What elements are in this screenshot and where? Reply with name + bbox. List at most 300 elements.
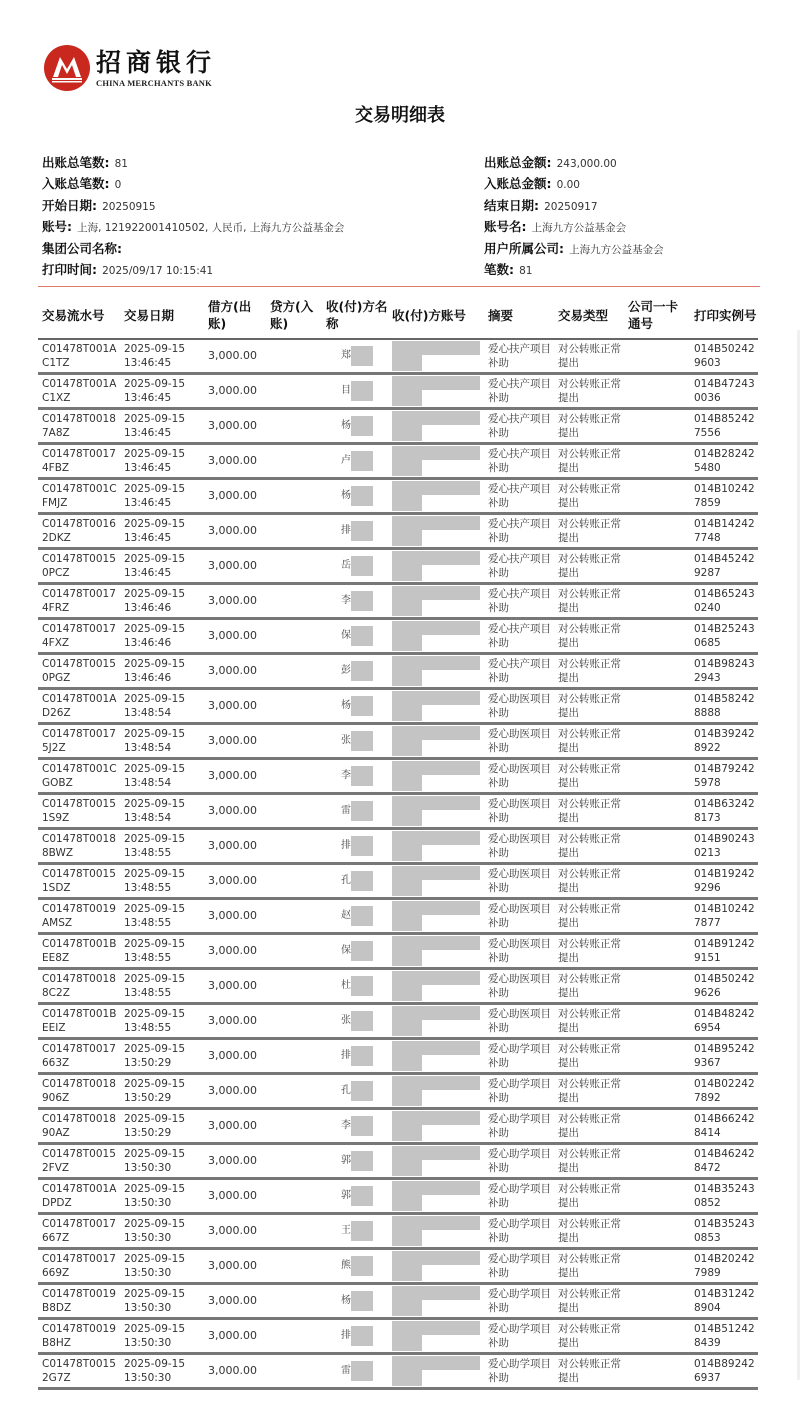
transaction-table: [38, 294, 758, 1390]
serial-no: C01478T0019AMSZ: [38, 899, 120, 934]
payee-name-first-char: 李: [341, 595, 351, 606]
payee-name-first-char: 杨: [341, 1295, 351, 1306]
payee-name-first-char: 杨: [341, 420, 351, 431]
serial-no: C01478T001BEE8Z: [38, 934, 120, 969]
trade-date: 2025-09-15 13:48:55: [120, 934, 204, 969]
payee-name-first-char: 赵: [341, 910, 351, 921]
payee-name-first-char: 雷: [341, 1365, 351, 1376]
table-row: [38, 1319, 758, 1354]
payee-account: [388, 1214, 484, 1249]
payee-name-first-char: 李: [341, 770, 351, 781]
trade-type: 对公转账正常提出: [554, 934, 624, 969]
credit-amount: [266, 1004, 322, 1039]
debit-amount: 3,000.00: [204, 374, 266, 409]
print-instance-no: 014B282425480: [690, 444, 758, 479]
summary: 爱心助医项目补助: [484, 899, 554, 934]
trade-date: 2025-09-15 13:48:55: [120, 899, 204, 934]
redacted-block: [351, 1221, 373, 1241]
payee-name: [322, 1039, 388, 1074]
trade-date: 2025-09-15 13:48:54: [120, 759, 204, 794]
redacted-block: [351, 626, 373, 646]
card-no: [624, 654, 690, 689]
debit-amount: 3,000.00: [204, 759, 266, 794]
summary-right: [484, 151, 664, 279]
summary-row: [484, 194, 664, 215]
trade-date: 2025-09-15 13:50:30: [120, 1319, 204, 1354]
payee-account: [388, 1179, 484, 1214]
payee-account: [388, 619, 484, 654]
payee-name-first-char: 排: [341, 525, 351, 536]
summary-label: 出账总笔数:: [42, 155, 110, 170]
debit-amount: 3,000.00: [204, 654, 266, 689]
payee-name: [322, 514, 388, 549]
table-row: [38, 934, 758, 969]
print-instance-no: 014B142427748: [690, 514, 758, 549]
summary-value: 243,000.00: [556, 158, 617, 170]
card-no: [624, 1039, 690, 1074]
debit-amount: 3,000.00: [204, 1214, 266, 1249]
payee-name-first-char: 王: [341, 1225, 351, 1236]
redacted-block: [351, 871, 373, 891]
card-no: [624, 1144, 690, 1179]
redacted-block: [351, 941, 373, 961]
payee-account: [388, 1284, 484, 1319]
debit-amount: 3,000.00: [204, 584, 266, 619]
credit-amount: [266, 829, 322, 864]
trade-date: 2025-09-15 13:46:46: [120, 619, 204, 654]
summary-label: 集团公司名称:: [42, 240, 122, 256]
print-instance-no: 014B482426954: [690, 1004, 758, 1039]
print-instance-no: 014B952429367: [690, 1039, 758, 1074]
summary-label: 结束日期:: [484, 197, 539, 213]
card-no: [624, 479, 690, 514]
serial-no: C01478T0017667Z: [38, 1214, 120, 1249]
print-instance-no: 014B192429296: [690, 864, 758, 899]
card-no: [624, 1004, 690, 1039]
redacted-block: [351, 836, 373, 856]
summary-value: 81: [114, 158, 128, 170]
summary: 爱心助学项目补助: [484, 1284, 554, 1319]
credit-amount: [266, 689, 322, 724]
summary: 爱心助学项目补助: [484, 1354, 554, 1389]
table-row: [38, 654, 758, 689]
payee-name-first-char: 目: [341, 385, 351, 396]
debit-amount: 3,000.00: [204, 1249, 266, 1284]
trade-date: 2025-09-15 13:46:45: [120, 549, 204, 584]
payee-name: [322, 654, 388, 689]
credit-amount: [266, 409, 322, 444]
summary-row: [42, 237, 344, 258]
card-no: [624, 619, 690, 654]
credit-amount: [266, 864, 322, 899]
print-instance-no: 014B502429603: [690, 339, 758, 374]
summary-label: 账号名:: [484, 219, 527, 235]
summary-label: 用户所属公司:: [484, 240, 564, 256]
payee-name: [322, 724, 388, 759]
card-no: [624, 444, 690, 479]
credit-amount: [266, 759, 322, 794]
summary-value: 20250915: [102, 200, 156, 213]
redacted-block: [392, 761, 480, 791]
debit-amount: 3,000.00: [204, 549, 266, 584]
credit-amount: [266, 339, 322, 374]
payee-account: [388, 829, 484, 864]
card-no: [624, 1354, 690, 1389]
summary-row: [484, 151, 664, 172]
credit-amount: [266, 1074, 322, 1109]
trade-type: 对公转账正常提出: [554, 969, 624, 1004]
cmb-logo-icon: [44, 45, 90, 91]
debit-amount: 3,000.00: [204, 339, 266, 374]
redacted-block: [351, 1116, 373, 1136]
credit-amount: [266, 1284, 322, 1319]
serial-no: C01478T00174FRZ: [38, 584, 120, 619]
serial-no: C01478T00188C2Z: [38, 969, 120, 1004]
summary: 爱心助医项目补助: [484, 724, 554, 759]
serial-no: C01478T001CGOBZ: [38, 759, 120, 794]
summary: 爱心助医项目补助: [484, 934, 554, 969]
trade-type: 对公转账正常提出: [554, 759, 624, 794]
redacted-block: [392, 1076, 480, 1106]
summary: 爱心助医项目补助: [484, 864, 554, 899]
logo-name-cn: 招商银行: [96, 47, 217, 77]
payee-account: [388, 724, 484, 759]
payee-name: [322, 934, 388, 969]
redacted-block: [392, 1111, 480, 1141]
payee-name-first-char: 熊: [341, 1260, 351, 1271]
summary-row: [42, 151, 344, 172]
serial-no: C01478T001AD26Z: [38, 689, 120, 724]
table-row: [38, 514, 758, 549]
redacted-block: [392, 1006, 480, 1036]
debit-amount: 3,000.00: [204, 1109, 266, 1144]
summary-row: [484, 215, 664, 236]
payee-name: [322, 689, 388, 724]
redacted-block: [392, 1356, 480, 1386]
payee-account: [388, 444, 484, 479]
trade-type: 对公转账正常提出: [554, 1354, 624, 1389]
print-instance-no: 014B352430853: [690, 1214, 758, 1249]
payee-name: [322, 479, 388, 514]
summary-left: [42, 151, 344, 279]
table-row: [38, 724, 758, 759]
credit-amount: [266, 654, 322, 689]
summary-value: 0.00: [556, 179, 580, 192]
redacted-block: [392, 341, 480, 371]
payee-account: [388, 899, 484, 934]
summary: 爱心助学项目补助: [484, 1249, 554, 1284]
table-row: [38, 374, 758, 409]
trade-type: 对公转账正常提出: [554, 899, 624, 934]
header-card-no: 公司一卡通号: [624, 294, 690, 339]
summary-row: [42, 215, 344, 236]
redacted-block: [351, 801, 373, 821]
debit-amount: 3,000.00: [204, 934, 266, 969]
credit-amount: [266, 549, 322, 584]
summary: 爱心助学项目补助: [484, 1179, 554, 1214]
serial-no: C01478T00174FBZ: [38, 444, 120, 479]
payee-name: [322, 1004, 388, 1039]
debit-amount: 3,000.00: [204, 619, 266, 654]
credit-amount: [266, 724, 322, 759]
payee-name: [322, 549, 388, 584]
redacted-block: [351, 591, 373, 611]
table-row: [38, 1109, 758, 1144]
trade-type: 对公转账正常提出: [554, 514, 624, 549]
card-no: [624, 934, 690, 969]
serial-no: C01478T001890AZ: [38, 1109, 120, 1144]
payee-name: [322, 1214, 388, 1249]
credit-amount: [266, 934, 322, 969]
redacted-block: [392, 936, 480, 966]
redacted-block: [392, 481, 480, 511]
trade-date: 2025-09-15 13:50:30: [120, 1284, 204, 1319]
summary-label: 出账总金额:: [484, 155, 552, 170]
card-no: [624, 794, 690, 829]
serial-no: C01478T0019B8DZ: [38, 1284, 120, 1319]
redacted-block: [392, 726, 480, 756]
payee-name: [322, 1354, 388, 1389]
card-no: [624, 1249, 690, 1284]
trade-type: 对公转账正常提出: [554, 654, 624, 689]
credit-amount: [266, 794, 322, 829]
trade-date: 2025-09-15 13:48:55: [120, 829, 204, 864]
serial-no: C01478T00152FVZ: [38, 1144, 120, 1179]
serial-no: C01478T0019B8HZ: [38, 1319, 120, 1354]
redacted-block: [351, 731, 373, 751]
debit-amount: 3,000.00: [204, 1179, 266, 1214]
serial-no: C01478T00150PCZ: [38, 549, 120, 584]
trade-date: 2025-09-15 13:48:55: [120, 969, 204, 1004]
print-instance-no: 014B902430213: [690, 829, 758, 864]
header-payee-name: 收(付)方名称: [322, 294, 388, 339]
redacted-block: [351, 346, 373, 366]
table-row: [38, 689, 758, 724]
redacted-block: [392, 551, 480, 581]
payee-account: [388, 1144, 484, 1179]
redacted-block: [351, 521, 373, 541]
credit-amount: [266, 1214, 322, 1249]
table-row: [38, 1004, 758, 1039]
serial-no: C01478T001AC1XZ: [38, 374, 120, 409]
redacted-block: [351, 661, 373, 681]
serial-no: C01478T00188BWZ: [38, 829, 120, 864]
summary: 爱心助学项目补助: [484, 1109, 554, 1144]
payee-name: [322, 794, 388, 829]
redacted-block: [351, 556, 373, 576]
payee-name-first-char: 张: [341, 735, 351, 746]
debit-amount: 3,000.00: [204, 1074, 266, 1109]
page-title: 交易明细表: [355, 105, 445, 126]
summary-label: 开始日期:: [42, 197, 97, 213]
summary: 爱心扶产项目补助: [484, 479, 554, 514]
serial-no: C01478T00174FXZ: [38, 619, 120, 654]
payee-name-first-char: 郑: [341, 350, 351, 361]
print-instance-no: 014B102427859: [690, 479, 758, 514]
trade-type: 对公转账正常提出: [554, 1249, 624, 1284]
redacted-block: [351, 451, 373, 471]
trade-date: 2025-09-15 13:46:46: [120, 654, 204, 689]
trade-date: 2025-09-15 13:46:45: [120, 444, 204, 479]
header-debit: 借方(出账): [204, 294, 266, 339]
card-no: [624, 1179, 690, 1214]
header-date: 交易日期: [120, 294, 204, 339]
trade-type: 对公转账正常提出: [554, 479, 624, 514]
trade-date: 2025-09-15 13:48:55: [120, 1004, 204, 1039]
summary: 爱心扶产项目补助: [484, 619, 554, 654]
trade-type: 对公转账正常提出: [554, 1179, 624, 1214]
debit-amount: 3,000.00: [204, 864, 266, 899]
redacted-block: [392, 411, 480, 441]
summary-value: 上海, 121922001410502, 人民币, 上海九方公益基金会: [77, 222, 345, 235]
divider: [38, 286, 760, 287]
table-row: [38, 479, 758, 514]
trade-type: 对公转账正常提出: [554, 549, 624, 584]
trade-type: 对公转账正常提出: [554, 1039, 624, 1074]
redacted-block: [351, 1326, 373, 1346]
trade-type: 对公转账正常提出: [554, 829, 624, 864]
payee-account: [388, 1249, 484, 1284]
serial-no: C01478T001ADPDZ: [38, 1179, 120, 1214]
table-row: [38, 1179, 758, 1214]
serial-no: C01478T0017669Z: [38, 1249, 120, 1284]
payee-account: [388, 514, 484, 549]
payee-account: [388, 969, 484, 1004]
credit-amount: [266, 479, 322, 514]
payee-name: [322, 1074, 388, 1109]
table-row: [38, 1354, 758, 1389]
redacted-block: [351, 1256, 373, 1276]
payee-name: [322, 759, 388, 794]
summary-value: 20250917: [544, 200, 598, 213]
payee-account: [388, 1109, 484, 1144]
payee-account: [388, 654, 484, 689]
card-no: [624, 829, 690, 864]
card-no: [624, 1214, 690, 1249]
payee-name-first-char: 杨: [341, 700, 351, 711]
card-no: [624, 759, 690, 794]
card-no: [624, 409, 690, 444]
card-no: [624, 1284, 690, 1319]
payee-name: [322, 619, 388, 654]
serial-no: C01478T001AC1TZ: [38, 339, 120, 374]
payee-name-first-char: 排: [341, 1050, 351, 1061]
debit-amount: 3,000.00: [204, 444, 266, 479]
trade-date: 2025-09-15 13:46:46: [120, 584, 204, 619]
trade-date: 2025-09-15 13:50:30: [120, 1249, 204, 1284]
table-row: [38, 409, 758, 444]
summary-value: 上海九方公益基金会: [569, 243, 664, 256]
debit-amount: 3,000.00: [204, 969, 266, 1004]
serial-no: C01478T00152G7Z: [38, 1354, 120, 1389]
redacted-block: [392, 621, 480, 651]
payee-name: [322, 584, 388, 619]
card-no: [624, 374, 690, 409]
redacted-block: [392, 656, 480, 686]
trade-type: 对公转账正常提出: [554, 1319, 624, 1354]
trade-type: 对公转账正常提出: [554, 374, 624, 409]
payee-name: [322, 1179, 388, 1214]
table-row: [38, 1214, 758, 1249]
summary: 爱心扶产项目补助: [484, 584, 554, 619]
summary: 爱心扶产项目补助: [484, 409, 554, 444]
logo-name-en: CHINA MERCHANTS BANK: [96, 77, 212, 88]
credit-amount: [266, 1249, 322, 1284]
payee-account: [388, 479, 484, 514]
credit-amount: [266, 584, 322, 619]
table-header-row: [38, 294, 758, 339]
print-instance-no: 014B252430685: [690, 619, 758, 654]
card-no: [624, 584, 690, 619]
trade-type: 对公转账正常提出: [554, 339, 624, 374]
serial-no: C01478T00187A8Z: [38, 409, 120, 444]
payee-name: [322, 864, 388, 899]
table-row: [38, 1144, 758, 1179]
payee-account: [388, 864, 484, 899]
summary-label: 账号:: [42, 219, 72, 235]
summary: 爱心助医项目补助: [484, 759, 554, 794]
print-instance-no: 014B632428173: [690, 794, 758, 829]
credit-amount: [266, 1354, 322, 1389]
credit-amount: [266, 619, 322, 654]
payee-name-first-char: 卢: [341, 455, 351, 466]
redacted-block: [351, 381, 373, 401]
print-instance-no: 014B452429287: [690, 549, 758, 584]
redacted-block: [392, 1181, 480, 1211]
print-instance-no: 014B852427556: [690, 409, 758, 444]
debit-amount: 3,000.00: [204, 794, 266, 829]
payee-account: [388, 1319, 484, 1354]
print-instance-no: 014B202427989: [690, 1249, 758, 1284]
redacted-block: [351, 906, 373, 926]
serial-no: C01478T00150PGZ: [38, 654, 120, 689]
redacted-block: [351, 1151, 373, 1171]
payee-account: [388, 409, 484, 444]
payee-name-first-char: 孔: [341, 875, 351, 886]
credit-amount: [266, 444, 322, 479]
payee-name: [322, 829, 388, 864]
redacted-block: [351, 1081, 373, 1101]
trade-date: 2025-09-15 13:50:30: [120, 1354, 204, 1389]
summary-row: [42, 172, 344, 193]
payee-account: [388, 584, 484, 619]
redacted-block: [392, 516, 480, 546]
print-instance-no: 014B652430240: [690, 584, 758, 619]
print-instance-no: 014B582428888: [690, 689, 758, 724]
credit-amount: [266, 969, 322, 1004]
debit-amount: 3,000.00: [204, 1284, 266, 1319]
redacted-block: [392, 796, 480, 826]
summary-value: 81: [519, 264, 533, 277]
trade-date: 2025-09-15 13:50:30: [120, 1179, 204, 1214]
redacted-block: [351, 486, 373, 506]
credit-amount: [266, 899, 322, 934]
table-body: [38, 339, 758, 1389]
trade-date: 2025-09-15 13:46:45: [120, 374, 204, 409]
credit-amount: [266, 1109, 322, 1144]
print-instance-no: 014B312428904: [690, 1284, 758, 1319]
print-instance-no: 014B502429626: [690, 969, 758, 1004]
debit-amount: 3,000.00: [204, 1319, 266, 1354]
print-instance-no: 014B462428472: [690, 1144, 758, 1179]
trade-date: 2025-09-15 13:46:45: [120, 409, 204, 444]
debit-amount: 3,000.00: [204, 829, 266, 864]
payee-account: [388, 1004, 484, 1039]
print-instance-no: 014B982432943: [690, 654, 758, 689]
trade-date: 2025-09-15 13:48:55: [120, 864, 204, 899]
table-row: [38, 759, 758, 794]
redacted-block: [351, 1011, 373, 1031]
